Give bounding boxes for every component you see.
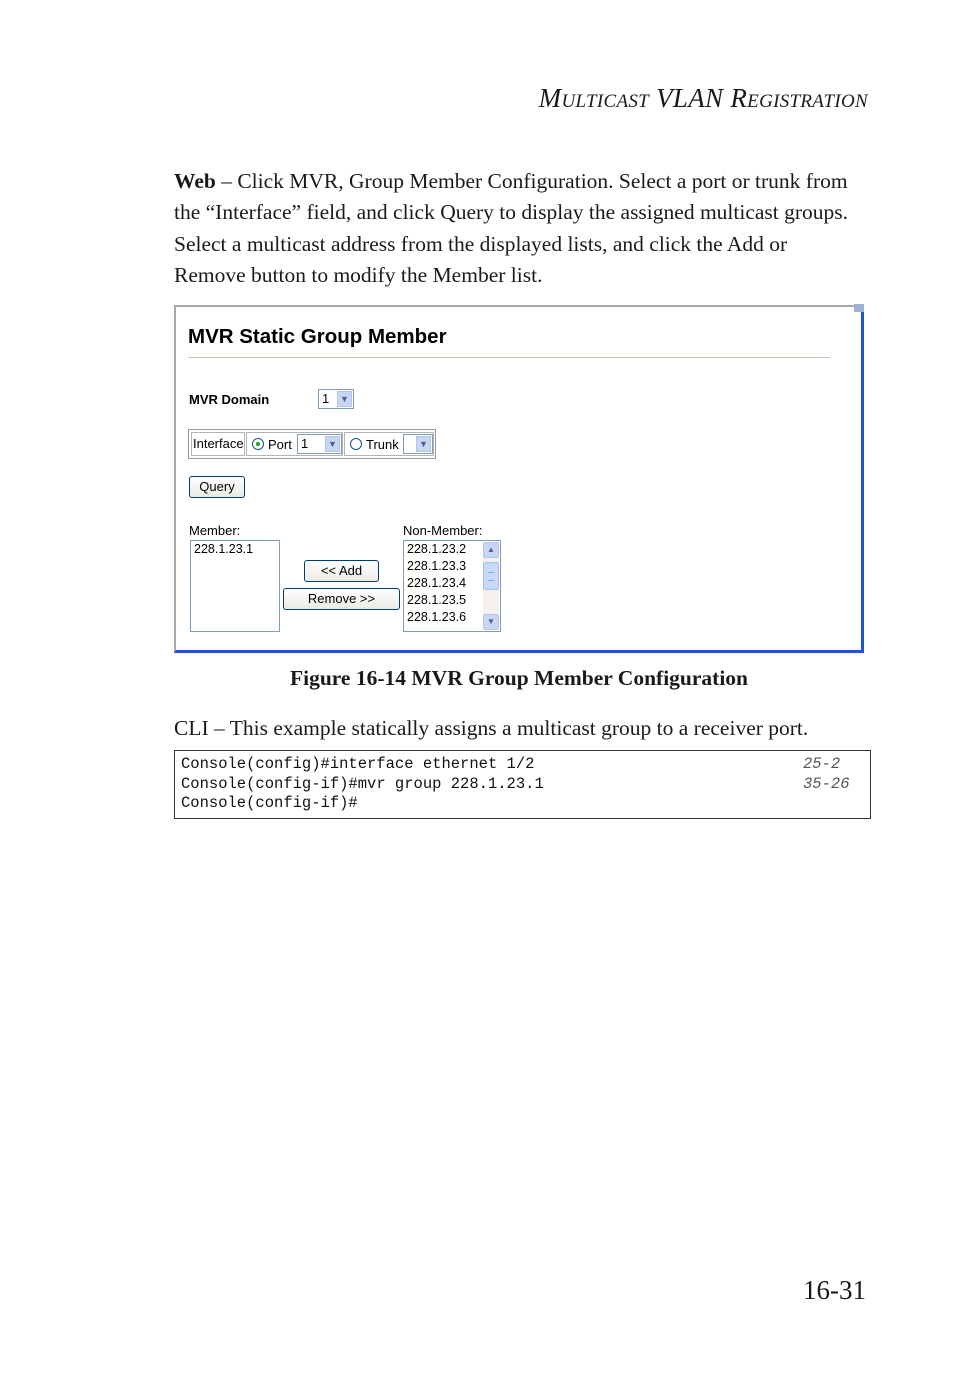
list-item[interactable]: 228.1.23.3 [407,559,467,573]
scroll-thumb[interactable] [483,562,499,590]
title-divider [188,357,830,359]
remove-button[interactable]: Remove >> [283,588,400,610]
chevron-down-icon: ▼ [337,391,352,407]
figure-caption: Figure 16-14 MVR Group Member Configuration [289,666,749,690]
cli-line: Console(config-if)# [181,794,358,812]
non-member-listbox[interactable] [403,540,501,632]
port-radio[interactable] [252,438,264,450]
running-header [400,80,868,120]
window-corner [854,304,864,312]
cli-line: Console(config-if)#mvr group 228.1.23.1 [181,774,544,793]
intro-lead: Web [174,169,216,193]
page-number: 16-31 [803,1275,866,1305]
panel-title: MVR Static Group Member [188,325,447,348]
list-item[interactable]: 228.1.23.5 [407,593,467,607]
trunk-radio[interactable] [350,438,362,450]
scrollbar[interactable] [483,542,499,630]
cli-reference: 25-2 [803,755,841,773]
scroll-down-icon[interactable]: ▼ [483,614,499,630]
intro-text: – Click MVR, Group Member Configuration. Select a port or trunk from the “Interface” field, and click Query to display the assigned multicast groups. Select a multicast address from the displayed lists, and click the Add or Remove button to modify the Member list. [174,169,849,287]
trunk-select[interactable] [403,434,433,454]
figure-screenshot [174,305,864,653]
list-item[interactable]: 228.1.23.4 [407,576,467,590]
trunk-cell [344,432,434,456]
port-select[interactable] [297,434,342,454]
intro-paragraph [174,166,864,291]
port-value: 1 [301,436,309,451]
mvr-domain-select[interactable] [318,389,354,409]
mvr-domain-label: MVR Domain [189,392,270,407]
list-item[interactable]: 228.1.23.6 [407,610,467,624]
mvr-domain-value: 1 [322,391,330,406]
non-member-label: Non-Member: [403,523,483,538]
member-label: Member: [189,523,241,538]
add-button[interactable]: << Add [304,560,379,582]
trunk-label: Trunk [366,437,399,452]
chevron-down-icon: ▼ [416,436,431,452]
interface-label-cell [191,432,245,456]
port-label: Port [268,437,292,452]
query-button[interactable]: Query [189,476,245,498]
cli-intro: CLI – This example statically assigns a multicast group to a receiver port. [174,716,809,740]
cli-reference: 35-26 [803,774,850,793]
cli-line: Console(config)#interface ethernet 1/2 [181,755,535,773]
chevron-down-icon: ▼ [325,436,340,452]
list-item[interactable]: 228.1.23.2 [407,542,467,556]
port-cell [246,432,343,456]
interface-selector [188,429,436,459]
interface-label: Interface [193,436,244,451]
list-item[interactable]: 228.1.23.1 [194,542,254,556]
scroll-up-icon[interactable]: ▲ [483,542,499,558]
cli-code-block [174,750,871,819]
member-listbox[interactable] [190,540,280,632]
running-header-title: MULTICAST VLAN REGISTRATION [538,83,868,113]
